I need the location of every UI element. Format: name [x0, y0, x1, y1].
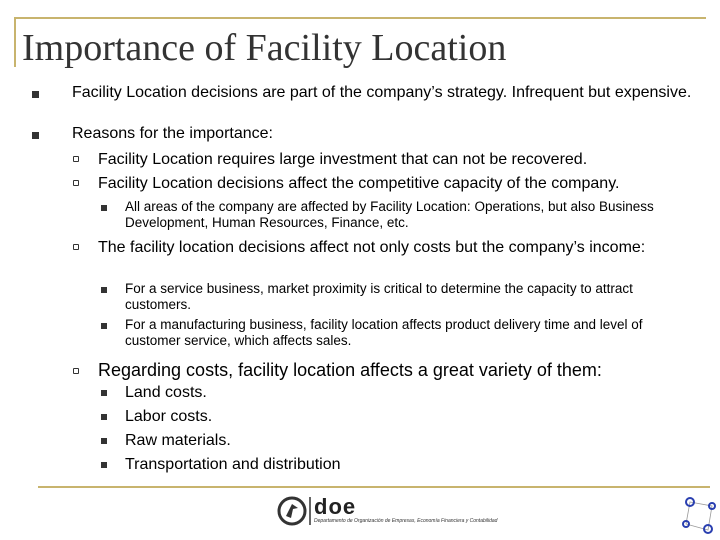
detail-areas: All areas of the company are affected by Facility Location: Operations, but also Business Development, Human Resources, Finance, etc. — [125, 199, 654, 230]
sub-bullet-income: The facility location decisions affect not only costs but the company’s income: — [98, 239, 646, 256]
bullet-marker — [101, 390, 107, 396]
sub-bullet-costs: Regarding costs, facility location affects a great variety of them: — [98, 360, 602, 380]
sub-bullet-marker — [73, 180, 79, 186]
bullet-marker — [101, 462, 107, 468]
sub-bullet-marker — [73, 244, 79, 250]
sub-bullet-marker — [73, 368, 79, 374]
bullet-marker — [101, 438, 107, 444]
cost-land: Land costs. — [125, 384, 207, 401]
bullet-marker — [101, 287, 107, 293]
logo-text: doe — [314, 494, 357, 519]
bullet-marker — [32, 91, 39, 98]
decorative-circles-icon — [678, 496, 718, 536]
slide-title: Importance of Facility Location — [22, 27, 507, 69]
sub-bullet-competitive: Facility Location decisions affect the competitive capacity of the company. — [98, 175, 620, 192]
left-rule — [14, 17, 16, 67]
sub-bullet-investment: Facility Location requires large investment that can not be recovered. — [98, 151, 588, 168]
top-rule — [14, 17, 706, 19]
bullet-marker — [101, 205, 107, 211]
detail-manufacturing-business: For a manufacturing business, facility location affects product delivery time and level of customer service, which affects sales. — [125, 317, 643, 348]
cost-transportation: Transportation and distribution — [125, 456, 341, 473]
bullet-strategy: Facility Location decisions are part of the company’s strategy. Infrequent but expensive. — [72, 84, 692, 101]
bullet-reasons: Reasons for the importance: — [72, 125, 273, 142]
cost-raw-materials: Raw materials. — [125, 432, 231, 449]
sub-bullet-marker — [73, 156, 79, 162]
bullet-marker — [101, 323, 107, 329]
bottom-rule — [38, 486, 710, 488]
bullet-marker — [32, 132, 39, 139]
detail-service-business: For a service business, market proximity is critical to determine the capacity to attract customers. — [125, 281, 633, 312]
cost-labor: Labor costs. — [125, 408, 213, 425]
logo-subtitle: Departamento de Organización de Empresas, Economía Financiera y Contabilidad — [314, 518, 498, 524]
bullet-marker — [101, 414, 107, 420]
